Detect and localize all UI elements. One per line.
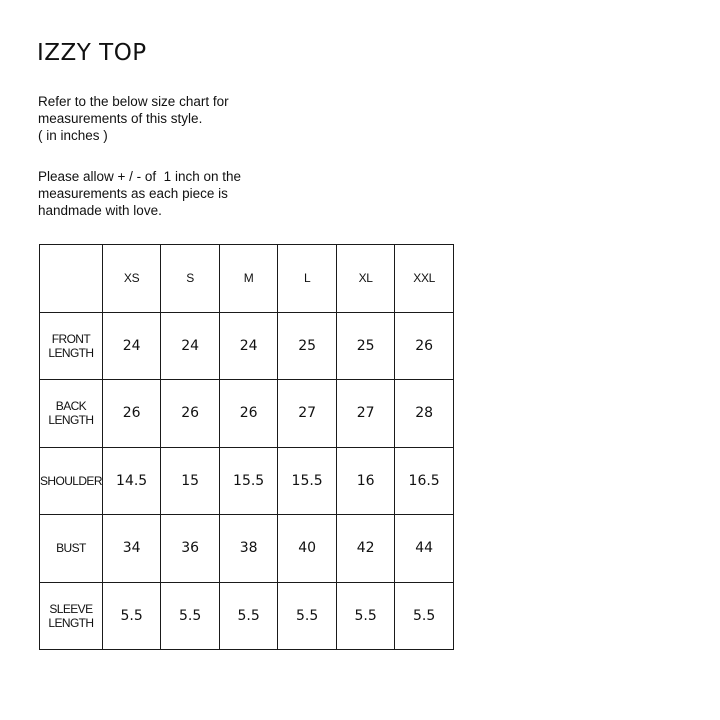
size-header: XXL	[395, 245, 454, 313]
table-cell: 40	[278, 515, 337, 583]
table-cell: 15.5	[278, 447, 337, 515]
table-cell: 5.5	[278, 582, 337, 650]
table-cell: 15	[161, 447, 220, 515]
table-cell: 15.5	[219, 447, 278, 515]
table-cell: 27	[336, 380, 395, 448]
table-cell: 26	[395, 312, 454, 380]
table-cell: 26	[102, 380, 161, 448]
table-cell: 44	[395, 515, 454, 583]
row-label: BACK LENGTH	[40, 380, 103, 448]
table-cell: 24	[102, 312, 161, 380]
table-cell: 5.5	[395, 582, 454, 650]
table-row	[40, 447, 454, 515]
table-cell: 14.5	[102, 447, 161, 515]
intro-text	[38, 93, 229, 144]
table-cell: 38	[219, 515, 278, 583]
note-line: handmade with love.	[38, 203, 162, 218]
tolerance-note	[38, 168, 241, 219]
table-cell: 5.5	[161, 582, 220, 650]
size-header: S	[161, 245, 220, 313]
intro-line: Refer to the below size chart for	[38, 94, 229, 109]
row-label: SLEEVE LENGTH	[40, 582, 103, 650]
row-label: BUST	[40, 515, 103, 583]
table-cell: 26	[219, 380, 278, 448]
table-row	[40, 380, 454, 448]
row-label: SHOULDER	[40, 447, 103, 515]
table-cell: 34	[102, 515, 161, 583]
size-header: M	[219, 245, 278, 313]
size-header-row	[40, 245, 454, 313]
table-cell: 24	[219, 312, 278, 380]
table-cell: 16.5	[395, 447, 454, 515]
table-cell: 26	[161, 380, 220, 448]
table-cell: 25	[336, 312, 395, 380]
intro-line: ( in inches )	[38, 128, 108, 143]
table-cell: 36	[161, 515, 220, 583]
intro-line: measurements of this style.	[38, 111, 203, 126]
page-title: IZZY TOP	[37, 40, 147, 66]
table-cell: 5.5	[102, 582, 161, 650]
table-cell: 5.5	[219, 582, 278, 650]
table-cell: 27	[278, 380, 337, 448]
note-line: measurements as each piece is	[38, 186, 228, 201]
note-line: Please allow + / - of 1 inch on the	[38, 169, 241, 184]
table-row	[40, 515, 454, 583]
size-chart-table	[39, 244, 454, 650]
row-label: FRONT LENGTH	[40, 312, 103, 380]
size-header: L	[278, 245, 337, 313]
size-header: XL	[336, 245, 395, 313]
table-cell: 42	[336, 515, 395, 583]
table-row	[40, 312, 454, 380]
table-cell: 25	[278, 312, 337, 380]
table-row	[40, 582, 454, 650]
table-cell: 28	[395, 380, 454, 448]
corner-cell	[40, 245, 103, 313]
table-cell: 24	[161, 312, 220, 380]
size-header: XS	[102, 245, 161, 313]
table-cell: 5.5	[336, 582, 395, 650]
table-cell: 16	[336, 447, 395, 515]
